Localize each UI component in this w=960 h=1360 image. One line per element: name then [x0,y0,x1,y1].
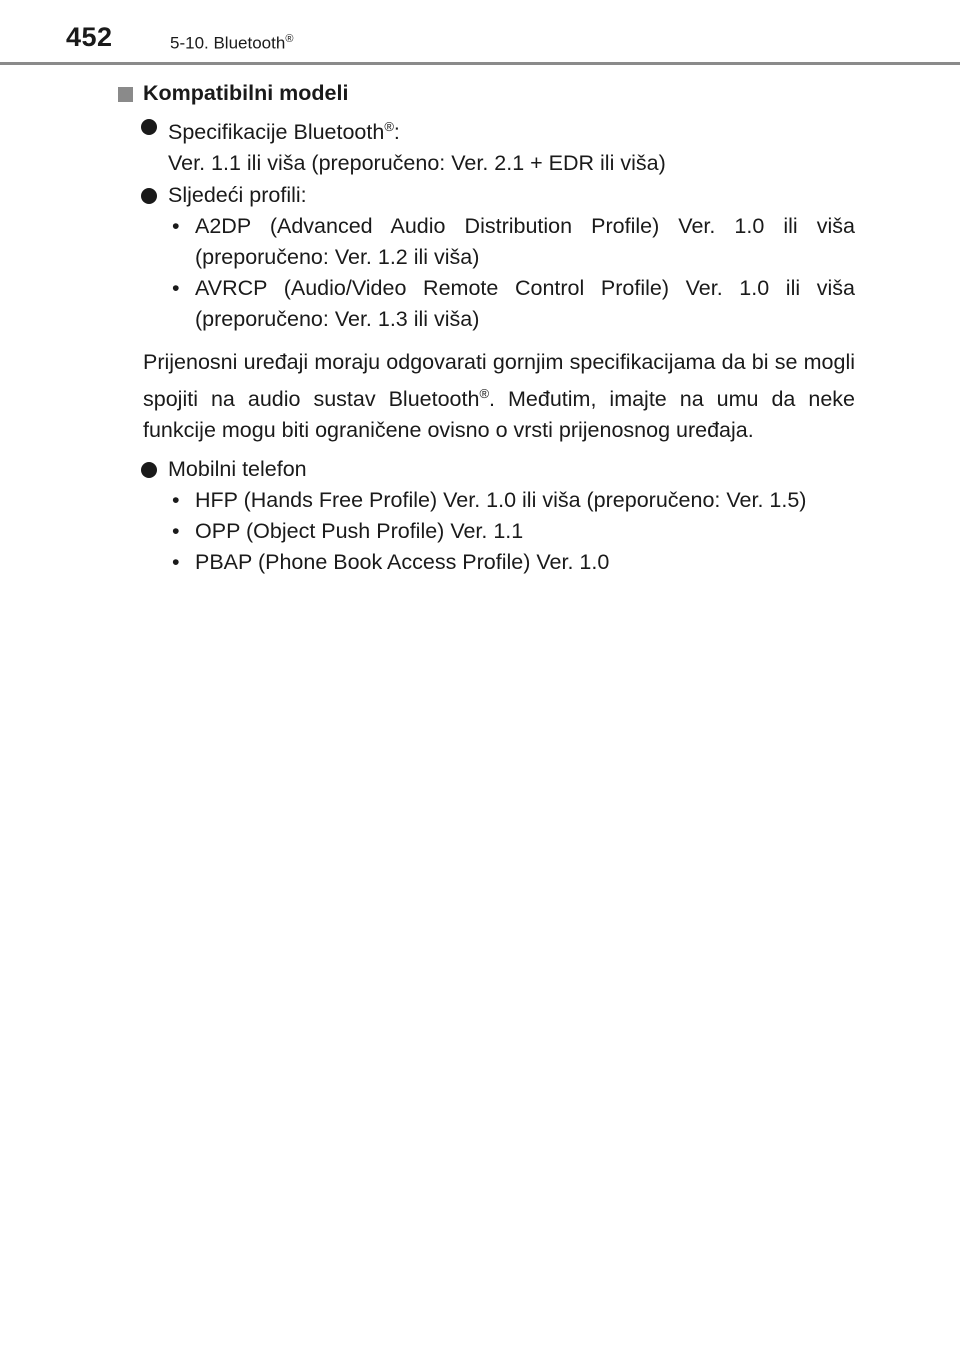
section-title-text: 5-10. Bluetooth [170,33,286,53]
list-item [168,547,855,578]
phone-label: Mobilni telefon [168,457,307,482]
bullet-mark: • [172,519,180,544]
phone-item [118,454,855,485]
profile-text: PBAP (Phone Book Access Profile) Ver. 1.0 [195,550,610,575]
paragraph-text-1: Prijenosni uređaji moraju odgovarati gornjim specifikacijama da bi se mogli spojiti na audio sustav Bluetooth [143,350,855,412]
list-item [168,273,855,335]
header-divider [0,62,960,65]
compatibility-paragraph [118,347,855,446]
section-heading [118,78,855,109]
profile-text: HFP (Hands Free Profile) Ver. 1.0 ili viša (preporučeno: Ver. 1.5) [195,488,807,513]
spec-value: Ver. 1.1 ili viša (preporučeno: Ver. 2.1 + EDR ili viša) [168,151,666,176]
profile-text: AVRCP (Audio/Video Remote Control Profile) Ver. 1.0 ili viša (preporučeno: Ver. 1.3 ili viša) [195,276,855,332]
profiles-item [118,180,855,211]
phone-profiles-list [168,485,855,578]
bullet-mark: • [172,550,180,575]
page-content [118,78,855,578]
profiles-label: Sljedeći profili: [168,183,307,208]
square-bullet-icon [118,87,133,102]
profiles-list [168,211,855,335]
spec-label: Specifikacije Bluetooth [168,120,385,145]
profile-text: A2DP (Advanced Audio Distribution Profile) Ver. 1.0 ili viša (preporučeno: Ver. 1.2 ili viša) [195,214,855,270]
circle-bullet-icon [141,462,157,478]
registered-mark: ® [479,386,490,402]
profile-text: OPP (Object Push Profile) Ver. 1.1 [195,519,524,544]
heading-text: Kompatibilni modeli [143,81,349,105]
circle-bullet-icon [141,188,157,204]
list-item [168,211,855,273]
paragraph-text-2: . Međutim, imajte na umu da neke funkcije mogu biti ograničene ovisno o vrsti prijenosnog uređaja. [143,387,856,443]
spec-colon: : [393,120,400,145]
bullet-mark: • [172,214,180,239]
registered-mark: ® [285,33,294,45]
page-header [0,0,960,64]
list-item [168,485,855,516]
spec-label-line [168,111,855,148]
bullet-mark: • [172,276,180,301]
page-number: 452 [66,22,113,52]
list-item [168,516,855,547]
circle-bullet-icon [141,119,157,135]
section-title [170,33,293,54]
spec-item [118,111,855,179]
bullet-mark: • [172,488,180,513]
registered-mark: ® [384,119,394,134]
